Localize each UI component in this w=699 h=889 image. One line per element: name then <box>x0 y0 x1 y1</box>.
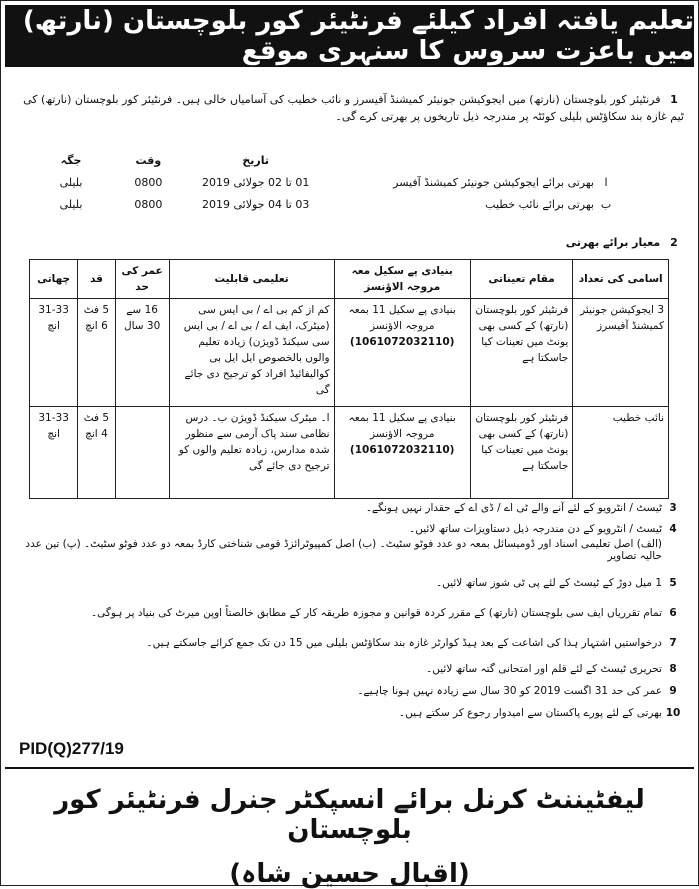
intro-text: فرنٹیئر کور بلوچستان (نارتھ) میں ایجوکیشن جونیئر کمیشنڈ آفیسرز و نائب خطیب کی آسامیاں خالی ہیں۔ فرنٹیئر کور بلوچستان (نارتھ) کی ٹیم غازہ بند سکاؤٹس بلیلی کوئٹہ پر مندرجہ ذیل تاریخوں پر بھرتی کرے گی۔ <box>23 93 684 123</box>
schedule-time: 0800 <box>134 175 163 189</box>
table-row <box>30 299 669 407</box>
schedule-header <box>41 149 618 171</box>
cell-chest: 31-33 انچ <box>30 407 78 499</box>
list-item: 3 ٹیسٹ / انٹرویو کے لئے آنے والے ٹی اے / ڈی اے کے حقدار نہیں ہونگے۔ <box>365 501 677 514</box>
schedule-place: بلیلی <box>59 197 83 211</box>
list-item: 6 تمام تقرریاں ایف سی بلوچستان (نارتھ) کے مقرر کردہ قوانین و مجوزہ طریقہ کار کے مطابق خالصتاً اوپن میرٹ کی بنیاد پر ہوگی۔ <box>90 607 677 619</box>
cell-scale: بنیادی پے سکیل 11 بمعہ مروجہ الاؤنسز <box>348 412 456 440</box>
cell-location: فرنٹیئر کور بلوچستان (نارتھ) کے کسی بھی یونٹ میں تعینات کیا جاسکتا ہے <box>470 407 573 499</box>
list-item: 9 عمر کی حد 31 اگست 2019 کو 30 سال سے زیادہ نہیں ہونا چاہیے۔ <box>357 685 677 697</box>
cell-scale-code: (1061072032110) <box>349 444 455 456</box>
criteria-heading <box>12 234 684 251</box>
col-header-age: عمر کی حد <box>115 260 169 299</box>
banner-title: تعلیم یافتہ افراد کیلئے فرنٹیئر کور بلوچستان (نارتھ) میں باعزت سروس کا سنہری موقع <box>5 5 694 67</box>
list-item: 10 بھرتی کے لئے پورے پاکستان سے امیدوار رجوع کر سکتے ہیں۔ <box>398 707 681 719</box>
cell-post: نائب خطیب <box>573 407 669 499</box>
schedule-table <box>41 149 618 215</box>
schedule-place: بلیلی <box>59 175 83 189</box>
table-row <box>30 407 669 499</box>
list-item: 8 تحریری ٹیسٹ کے لئے قلم اور امتحانی گتہ ساتھ لائیں۔ <box>426 663 677 675</box>
list-item: 7 درخواستیں اشتہار ہذا کی اشاعت کے بعد ہیڈ کوارٹر غازہ بند سکاؤٹس بلیلی میں 15 دن تک جمع کرائے جاسکتے ہیں۔ <box>146 637 677 649</box>
col-header-posts: اسامی کی تعداد <box>573 260 669 299</box>
pid-number: PID(Q)277/19 <box>19 739 124 758</box>
list-item: (الف) اصل تعلیمی اسناد اور ڈومیسائل بمعہ دو عدد فوٹو سٹیٹ۔ (ب) اصل کمپیوٹرائزڈ قومی شناختی کارڈ بمعہ دو عدد فوٹو سٹیٹ۔ (پ) تین عدد حالیہ تصاویر <box>25 537 662 562</box>
schedule-date-header: تاریخ <box>242 153 269 167</box>
schedule-post: بھرتی برائے نائب خطیب <box>485 197 594 211</box>
signatory-name: (اقبال حسین شاہ) <box>229 859 470 889</box>
col-header-height: قد <box>78 260 115 299</box>
schedule-letter: ب <box>600 197 612 211</box>
cell-qualification: ا۔ میٹرک سیکنڈ ڈویژن ب۔ درس نظامی سند پاک آرمی سے منظور شدہ مدارس، زیادہ تعلیم والوں کو ترجیح دی جائے گی <box>169 407 334 499</box>
instructions-list <box>24 497 684 724</box>
schedule-date: 01 تا 02 جولائی 2019 <box>201 175 310 189</box>
signatory-title: لیفٹیننٹ کرنل برائے انسپکٹر جنرل فرنٹیئر کور بلوچستان <box>54 785 645 845</box>
cell-age: 16 سے 30 سال <box>115 299 169 407</box>
signature-block <box>5 767 694 889</box>
cell-chest: 31-33 انچ <box>30 299 78 407</box>
cell-location: فرنٹیئر کور بلوچستان (نارتھ) کے کسی بھی یونٹ میں تعینات کیا جاسکتا ہے <box>470 299 573 407</box>
col-header-qualification: تعلیمی قابلیت <box>169 260 334 299</box>
cell-age <box>115 407 169 499</box>
schedule-date: 03 تا 04 جولائی 2019 <box>201 197 310 211</box>
col-header-location: مقام تعیناتی <box>470 260 573 299</box>
cell-scale-code: (1061072032110) <box>349 336 455 348</box>
criteria-title: معیار برائے بھرتی <box>565 236 661 249</box>
criteria-table <box>29 259 669 499</box>
cell-height: 5 فٹ 6 انچ <box>78 299 115 407</box>
criteria-number: 2 <box>670 236 678 249</box>
cell-qualification: کم از کم بی اے / بی ایس سی (میٹرک، ایف اے / بی اے / بی ایس سی سیکنڈ ڈویژن) زیادہ تعلیم والوں بالخصوص ایل ایل بی کوالیفائیڈ افراد کو ترجیح دی جائے گی <box>169 299 334 407</box>
col-header-scale: بنیادی پے سکیل معہ مروجہ الاؤنسز <box>334 260 470 299</box>
schedule-time-header: وقت <box>135 153 162 167</box>
intro-paragraph <box>12 91 684 125</box>
list-item: 5 1 میل دوڑ کے ٹیسٹ کے لئے پی ٹی شوز ساتھ لائیں۔ <box>436 577 677 589</box>
col-header-chest: چھاتی <box>30 260 78 299</box>
cell-scale: بنیادی پے سکیل 11 بمعہ مروجہ الاؤنسز <box>348 304 456 332</box>
list-item: 4 ٹیسٹ / انٹرویو کے دن مندرجہ ذیل دستاویزات ساتھ لائیں۔ <box>409 522 677 535</box>
schedule-letter: ا <box>604 175 608 189</box>
schedule-post: بھرتی برائے ایجوکیشن جونیئر کمیشنڈ آفیسر <box>393 175 594 189</box>
cell-height: 5 فٹ 4 انچ <box>78 407 115 499</box>
cell-post: 3 ایجوکیشن جونیئر کمیشنڈ آفیسرز <box>573 299 669 407</box>
schedule-time: 0800 <box>134 197 163 211</box>
criteria-header-row <box>30 260 669 299</box>
intro-number: 1 <box>670 93 678 106</box>
schedule-row <box>41 193 618 215</box>
schedule-place-header: جگہ <box>60 153 82 167</box>
schedule-row <box>41 171 618 193</box>
